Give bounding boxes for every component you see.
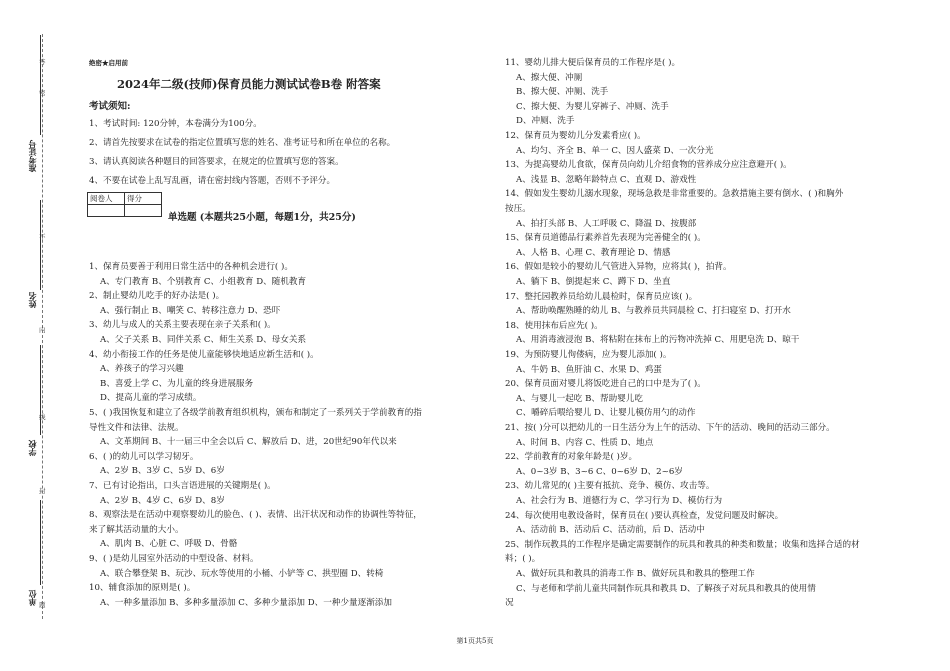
right-question-line: 18、使用抹布后应先( )。 <box>505 320 603 331</box>
seal-char-da: 答 <box>39 58 46 66</box>
right-question-line: A、活动前 B、活动后 C、活动前，后 D、活动中 <box>516 525 705 536</box>
unit-field[interactable] <box>40 500 41 585</box>
right-question-line: A、拍打头部 B、人工呼吸 C、降温 D、按腹部 <box>516 218 697 229</box>
seal-char-ti: 题 <box>39 601 46 609</box>
right-question-line: A、帮助唤醒熟睡的幼儿 B、与教养员共同晨检 C、打扫寝室 D、打开水 <box>516 306 791 317</box>
left-question-line: A、文革期间 B、十一届三中全会以后 C、解放后 D、进，20世纪90年代以来 <box>100 437 397 448</box>
right-question-line: 15、保育员道德品行素养首先表现为完善健全的( )。 <box>505 233 706 244</box>
page-footer: 第1页共5页 <box>456 637 494 645</box>
left-question-line: A、肌肉 B、心脏 C、呼吸 D、骨骼 <box>100 539 238 550</box>
score-header: 得分 <box>125 193 162 205</box>
right-question-line: 22、学前教育的对象年龄是( )岁。 <box>505 452 638 463</box>
right-question-line: 21、按( )分可以把幼儿的一日生活分为上午的活动、下午的活动、晚间的活动三部分。 <box>505 423 835 433</box>
left-question-line: 6、( )的幼儿可以学习韧牙。 <box>89 451 199 462</box>
left-question-line: 9、( )是幼儿园室外活动的中型设备、材料。 <box>89 554 259 564</box>
right-question-line: C、嚼碎后喂给婴儿 D、让婴儿模仿用勺的动作 <box>516 408 696 419</box>
right-question-line: 14、假如发生婴幼儿溺水现象，现场急救是非常重要的。急救措施主要有倒水、( )和胸外 <box>505 189 844 200</box>
left-question-line: A、父子关系 B、同伴关系 C、师生关系 D、母女关系 <box>100 335 307 345</box>
left-question-line: 2、制止婴幼儿吃手的好办法是( )。 <box>89 291 225 302</box>
seal-char-xian: 线 <box>39 413 46 421</box>
right-question-line: 况 <box>505 598 514 609</box>
left-question-line: 7、已有讨论指出，口头言语进展的关键期是( )。 <box>89 481 276 491</box>
left-question-line: 8、观察法是在活动中观察婴幼儿的脸色、( )、表情、出汗状况和动作的协调性等特征， <box>89 510 422 521</box>
right-question-line: 料；( )。 <box>505 554 541 565</box>
school-label: 学校 <box>27 440 37 456</box>
right-question-line: B、擦大便、冲厕、洗手 <box>516 87 609 98</box>
right-question-line: 17、整托园教养员给幼儿晨检时，保育员应该( )。 <box>505 291 698 302</box>
right-question-line: A、与婴儿一起吃 B、帮助婴儿吃 <box>516 393 643 404</box>
right-question-line: D、冲厕、洗手 <box>516 116 575 127</box>
left-question-line: A、养孩子的学习兴趣 <box>100 364 184 375</box>
page-title: 2024年二级(技师)保育员能力测试试卷B卷 附答案 <box>117 77 381 91</box>
score-cell[interactable] <box>125 205 162 217</box>
left-question-line: A、专门教育 B、个别教育 C、小组教育 D、随机教育 <box>100 276 307 287</box>
note-2: 2、请首先按要求在试卷的指定位置填写您的姓名、准考证号和所在单位的名称。 <box>89 138 396 148</box>
right-question-line: A、时间 B、内容 C、性质 D、地点 <box>516 437 654 448</box>
seal-char-bu: 不 <box>39 233 46 241</box>
right-question-line: C、擦大便、为婴儿穿裤子、冲厕、洗手 <box>516 101 669 112</box>
left-question-line: A、2岁 B、3岁 C、5岁 D、6岁 <box>100 466 225 477</box>
seal-char-nei: 内 <box>39 326 46 334</box>
left-question-line: B、喜爱上学 C、为儿童的终身进展服务 <box>100 378 254 389</box>
right-question-line: C、与老师和学前儿童共同制作玩具和教具 D、了解孩子对玩具和教具的使用情 <box>516 583 816 594</box>
right-question-line: A、0~3岁 B、3~6 C、0~6岁 D、2~6岁 <box>516 466 683 477</box>
seal-char-feng: 封 <box>39 487 46 495</box>
left-question-line: A、强行制止 B、嘲笑 C、转移注意力 D、恐吓 <box>100 305 281 316</box>
notes-heading: 考试须知: <box>89 101 131 112</box>
score-table <box>87 192 162 217</box>
secret-mark: 绝密★启用前 <box>89 59 128 67</box>
name-label: 姓名 <box>27 292 37 308</box>
right-question-line: A、躺下 B、倒提起来 C、蹲下 D、坐直 <box>516 277 671 287</box>
section-title: 单选题 (本题共25小题，每题1分，共25分) <box>168 212 356 223</box>
right-question-line: A、人格 B、心理 C、教育理论 D、情感 <box>516 247 671 258</box>
right-question-line: 12、保育员为婴幼儿分发素肴应( )。 <box>505 131 646 141</box>
note-4: 4、不要在试卷上乱写乱画，请在密封线内答题，否则不予评分。 <box>89 176 336 186</box>
reviewer-header: 阅卷人 <box>88 193 125 205</box>
left-question-line: 1、保育员要善于利用日常生活中的各种机会进行( )。 <box>89 262 293 272</box>
note-3: 3、请认真阅读各种题目的回答要求，在规定的位置填写您的答案。 <box>89 157 344 167</box>
left-question-line: A、一种多量添加 B、多种多量添加 C、多种少量添加 D、一种少量逐渐添加 <box>100 597 392 608</box>
right-question-line: 25、制作玩教具的工作程序是确定需要制作的玩具和教具的种类和数量；收集和选择合适的材 <box>505 539 860 550</box>
school-field[interactable] <box>40 345 41 435</box>
right-question-line: A、用消毒液浸泡 B、将粘附在抹布上的污物冲洗掉 C、用肥皂洗 D、晾干 <box>516 335 800 346</box>
right-question-line: 19、为预防婴儿佝偻病，应为婴儿添加( )。 <box>505 350 672 360</box>
note-1: 1、考试时间: 120分钟，本卷满分为100分。 <box>89 119 262 129</box>
right-question-line: A、做好玩具和教具的消毒工作 B、做好玩具和教具的整理工作 <box>516 569 755 579</box>
right-question-line: A、牛奶 B、鱼肝油 C、水果 D、鸡蛋 <box>516 364 662 375</box>
right-question-line: A、擦大便、冲厕 <box>516 72 583 83</box>
right-question-line: 20、保育员面对婴儿将饭吃进自己的口中是为了( )。 <box>505 379 706 390</box>
left-question-line: 来了解其活动量的大小。 <box>89 524 184 535</box>
right-question-line: 16、假如是较小的婴幼儿气管进入异物，应将其( )，拍背。 <box>505 262 732 273</box>
right-question-line: A、社会行为 B、道德行为 C、学习行为 D、模仿行为 <box>516 496 723 506</box>
right-question-line: A、均匀、齐全 B、单一 C、因人盛菜 D、一次分光 <box>516 145 714 156</box>
right-question-line: 按压。 <box>505 204 531 214</box>
left-question-line: 10、辅食添加的原则是( )。 <box>89 583 196 594</box>
right-question-line: 13、为提高婴幼儿食欲，保育员向幼儿介绍食物的营养成分应注意避开( )。 <box>505 160 792 171</box>
left-question-line: A、联合攀登架 B、玩沙、玩水等使用的小桶、小铲等 C、拱型圈 D、转椅 <box>100 568 384 579</box>
left-question-line: 导性文件和法律、法规。 <box>89 422 184 433</box>
left-question-line: A、2岁 B、4岁 C、6岁 D、8岁 <box>100 495 225 506</box>
name-field[interactable] <box>40 200 41 290</box>
right-question-line: A、浅显 B、忽略年龄特点 C、直观 D、游戏性 <box>516 174 697 185</box>
left-question-line: 5、( )我国恢复和建立了各级学前教育组织机构，颁布和制定了一系列关于学前教育的指 <box>89 408 422 418</box>
left-question-line: D、提高儿童的学习成绩。 <box>100 393 202 404</box>
left-question-line: 3、幼儿与成人的关系主要表现在亲子关系和( )。 <box>89 320 276 331</box>
right-question-line: 23、幼儿常见的( )主要有抵抗、竞争、模仿、攻击等。 <box>505 481 715 492</box>
reviewer-cell[interactable] <box>88 205 125 217</box>
left-question-line: 4、幼小衔接工作的任务是使儿童能够快地适应新生活和( )。 <box>89 349 319 360</box>
seal-char-mi: 密 <box>39 89 46 97</box>
ticket-number-label: 准考证号 <box>27 140 37 172</box>
right-question-line: 24、每次使用电教设备时，保育员在( )要认真检查，发觉问题及时解决。 <box>505 510 784 521</box>
ticket-number-field[interactable] <box>40 35 41 135</box>
unit-label: 单位 <box>27 590 37 606</box>
right-question-line: 11、婴幼儿排大便后保育员的工作程序是( )。 <box>505 58 681 68</box>
